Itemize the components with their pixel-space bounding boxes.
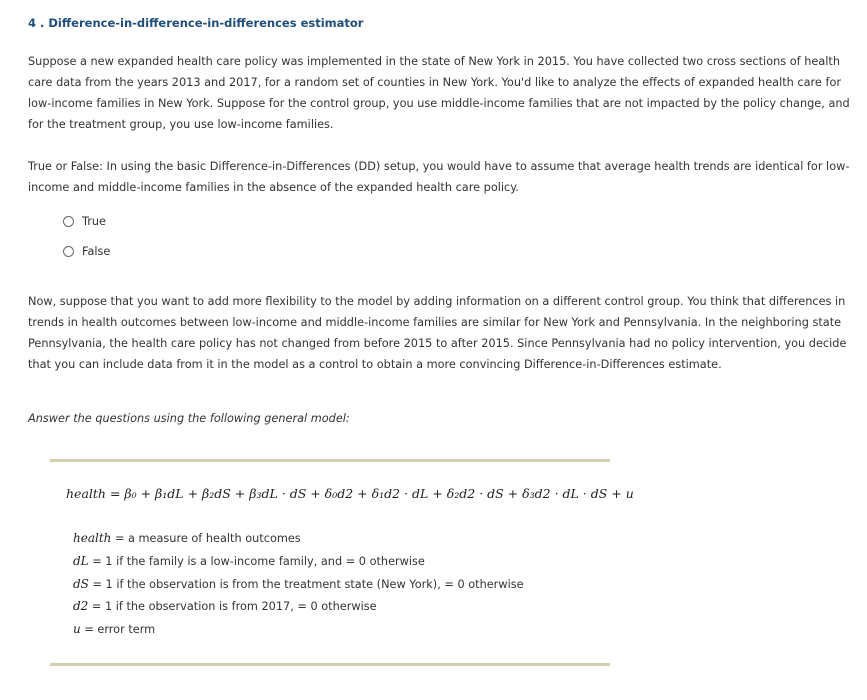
definition-symbol: dL [73,554,89,568]
definition-u [73,622,155,636]
definition-text: = error term [80,623,156,636]
definition-text: = a measure of health outcomes [111,532,301,545]
definition-ds [73,577,524,591]
definition-text: = 1 if the observation is from the treatment state (New York), = 0 otherwise [88,578,524,591]
option-true[interactable] [63,215,106,228]
definition-text: = 1 if the observation is from 2017, = 0 otherwise [88,600,377,613]
extension-paragraph: Now, suppose that you want to add more flexibility to the model by adding information on a different control group. You think that differences in trends in health outcomes between low-income and middle-income families are similar for New York and Pennsylvania. In the neighboring state Pennsylvania, the health care policy has not changed from before 2015 to after 2015. Since Pennsylvania had no policy intervention, you decide that you can include data from it in the model as a control to obtain a more convincing Difference-in-Differences estimate. [28,295,847,371]
definition-d2 [73,599,377,613]
option-false[interactable] [63,245,110,258]
definition-symbol: d2 [73,599,89,613]
true-false-prompt: True or False: In using the basic Difference-in-Differences (DD) setup, you would have to assume that average health trends are identical for low-income and middle-income families in the absence of the expanded health care policy. [28,160,850,194]
model-equation: health = β₀ + β₁dL + β₂dS + β₃dL · dS + δ₀d2 + δ₁d2 · dL + δ₂d2 · dS + δ₃d2 · dL · dS + u [66,486,634,501]
option-true-label: True [82,215,106,228]
intro-paragraph: Suppose a new expanded health care policy was implemented in the state of New York in 2015. You have collected two cross sections of health care data from the years 2013 and 2017, for a random set of counties in New York. You'd like to analyze the effects of expanded health care for low-income families in New York. Suppose for the control group, you use middle-income families that are not impacted by the policy change, and for the treatment group, you use low-income families. [28,55,850,131]
definition-text: = 1 if the family is a low-income family, and = 0 otherwise [88,555,425,568]
definition-symbol: dS [73,577,89,591]
definition-health [73,531,301,545]
definition-symbol: health [73,531,112,545]
model-box-top-rule [50,459,610,462]
question-heading: 4 . Difference-in-difference-in-differences estimator [28,16,364,30]
model-prompt: Answer the questions using the following general model: [28,412,350,425]
model-box-bottom-rule [50,663,610,666]
definition-symbol: u [73,622,81,636]
radio-button-false[interactable] [63,246,74,257]
definition-dl [73,554,425,568]
radio-button-true[interactable] [63,216,74,227]
option-false-label: False [82,245,111,258]
